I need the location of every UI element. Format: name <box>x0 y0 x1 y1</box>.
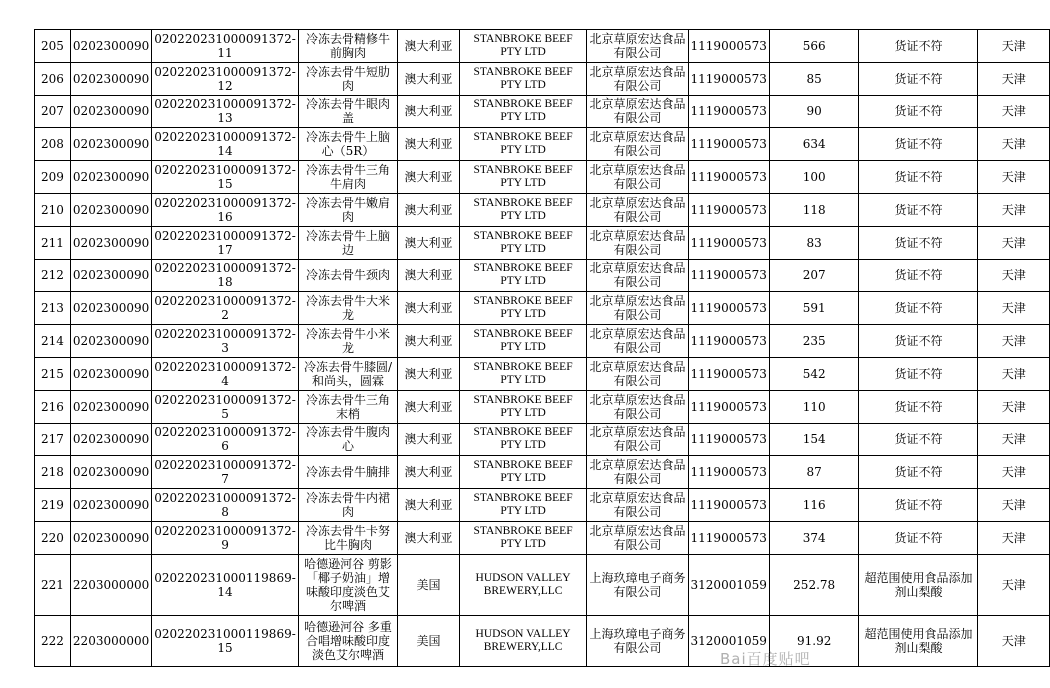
registration-number-cell: 1119000573 <box>688 62 769 95</box>
producer-cell: STANBROKE BEEF PTY LTD <box>459 193 587 226</box>
producer-cell: HUDSON VALLEY BREWERY,LLC <box>459 554 587 615</box>
origin-country-cell: 澳大利亚 <box>398 259 460 292</box>
table-row <box>35 30 1050 63</box>
weight-cell: 374 <box>769 521 859 554</box>
origin-country-cell: 澳大利亚 <box>398 128 460 161</box>
importer-cell: 上海玖璋电子商务有限公司 <box>587 615 688 666</box>
reason-cell: 货证不符 <box>859 325 978 358</box>
declaration-number-cell: 020220231000091372-11 <box>152 30 298 63</box>
product-name-cell: 冷冻去骨牛短肋肉 <box>298 62 397 95</box>
table-row <box>35 554 1050 615</box>
registration-number-cell: 1119000573 <box>688 489 769 522</box>
producer-cell: STANBROKE BEEF PTY LTD <box>459 95 587 128</box>
product-name-cell: 冷冻去骨牛上脑心（5R） <box>298 128 397 161</box>
hs-code-cell: 0202300090 <box>70 423 151 456</box>
port-cell: 天津 <box>978 325 1050 358</box>
importer-cell: 北京草原宏达食品有限公司 <box>587 423 688 456</box>
producer-cell: STANBROKE BEEF PTY LTD <box>459 456 587 489</box>
importer-cell: 北京草原宏达食品有限公司 <box>587 357 688 390</box>
port-cell: 天津 <box>978 456 1050 489</box>
origin-country-cell: 澳大利亚 <box>398 161 460 194</box>
table-row <box>35 292 1050 325</box>
reason-cell: 货证不符 <box>859 193 978 226</box>
declaration-number-cell: 020220231000091372-13 <box>152 95 298 128</box>
watermark-text: Bai百度贴吧 <box>720 650 811 668</box>
registration-number-cell: 1119000573 <box>688 161 769 194</box>
registration-number-cell: 1119000573 <box>688 259 769 292</box>
weight-cell: 207 <box>769 259 859 292</box>
port-cell: 天津 <box>978 357 1050 390</box>
origin-country-cell: 澳大利亚 <box>398 521 460 554</box>
origin-country-cell: 澳大利亚 <box>398 357 460 390</box>
weight-cell: 542 <box>769 357 859 390</box>
product-name-cell: 冷冻去骨牛嫩肩肉 <box>298 193 397 226</box>
product-name-cell: 冷冻去骨牛腹肉心 <box>298 423 397 456</box>
hs-code-cell: 0202300090 <box>70 357 151 390</box>
importer-cell: 北京草原宏达食品有限公司 <box>587 259 688 292</box>
weight-cell: 235 <box>769 325 859 358</box>
product-name-cell: 冷冻去骨牛眼肉盖 <box>298 95 397 128</box>
table-row <box>35 390 1050 423</box>
product-name-cell: 冷冻去骨牛上脑边 <box>298 226 397 259</box>
port-cell: 天津 <box>978 30 1050 63</box>
declaration-number-cell: 020220231000091372-14 <box>152 128 298 161</box>
reason-cell: 货证不符 <box>859 95 978 128</box>
table-row <box>35 161 1050 194</box>
producer-cell: STANBROKE BEEF PTY LTD <box>459 161 587 194</box>
reason-cell: 货证不符 <box>859 30 978 63</box>
reason-cell: 货证不符 <box>859 292 978 325</box>
inspection-table <box>34 29 1050 667</box>
seq-cell: 207 <box>35 95 71 128</box>
importer-cell: 北京草原宏达食品有限公司 <box>587 161 688 194</box>
registration-number-cell: 1119000573 <box>688 30 769 63</box>
reason-cell: 货证不符 <box>859 357 978 390</box>
importer-cell: 北京草原宏达食品有限公司 <box>587 489 688 522</box>
reason-cell: 货证不符 <box>859 226 978 259</box>
product-name-cell: 哈德逊河谷 多重合唱增味酸印度淡色艾尔啤酒 <box>298 615 397 666</box>
origin-country-cell: 澳大利亚 <box>398 390 460 423</box>
registration-number-cell: 1119000573 <box>688 292 769 325</box>
seq-cell: 219 <box>35 489 71 522</box>
seq-cell: 217 <box>35 423 71 456</box>
importer-cell: 北京草原宏达食品有限公司 <box>587 128 688 161</box>
producer-cell: STANBROKE BEEF PTY LTD <box>459 292 587 325</box>
table-row <box>35 62 1050 95</box>
weight-cell: 110 <box>769 390 859 423</box>
reason-cell: 货证不符 <box>859 423 978 456</box>
registration-number-cell: 1119000573 <box>688 193 769 226</box>
reason-cell: 货证不符 <box>859 62 978 95</box>
declaration-number-cell: 020220231000091372-18 <box>152 259 298 292</box>
registration-number-cell: 1119000573 <box>688 128 769 161</box>
declaration-number-cell: 020220231000091372-3 <box>152 325 298 358</box>
producer-cell: STANBROKE BEEF PTY LTD <box>459 489 587 522</box>
seq-cell: 221 <box>35 554 71 615</box>
table-row <box>35 193 1050 226</box>
seq-cell: 218 <box>35 456 71 489</box>
declaration-number-cell: 020220231000091372-8 <box>152 489 298 522</box>
origin-country-cell: 澳大利亚 <box>398 193 460 226</box>
hs-code-cell: 0202300090 <box>70 128 151 161</box>
table-row <box>35 226 1050 259</box>
hs-code-cell: 0202300090 <box>70 325 151 358</box>
reason-cell: 货证不符 <box>859 390 978 423</box>
hs-code-cell: 0202300090 <box>70 95 151 128</box>
product-name-cell: 冷冻去骨牛大米龙 <box>298 292 397 325</box>
table-row <box>35 325 1050 358</box>
origin-country-cell: 澳大利亚 <box>398 30 460 63</box>
hs-code-cell: 0202300090 <box>70 30 151 63</box>
importer-cell: 北京草原宏达食品有限公司 <box>587 95 688 128</box>
producer-cell: STANBROKE BEEF PTY LTD <box>459 128 587 161</box>
importer-cell: 北京草原宏达食品有限公司 <box>587 456 688 489</box>
producer-cell: STANBROKE BEEF PTY LTD <box>459 357 587 390</box>
importer-cell: 北京草原宏达食品有限公司 <box>587 193 688 226</box>
port-cell: 天津 <box>978 390 1050 423</box>
declaration-number-cell: 020220231000091372-5 <box>152 390 298 423</box>
seq-cell: 206 <box>35 62 71 95</box>
product-name-cell: 冷冻去骨牛颈肉 <box>298 259 397 292</box>
table-row <box>35 259 1050 292</box>
declaration-number-cell: 020220231000091372-17 <box>152 226 298 259</box>
importer-cell: 上海玖璋电子商务有限公司 <box>587 554 688 615</box>
product-name-cell: 冷冻去骨牛三角末梢 <box>298 390 397 423</box>
declaration-number-cell: 020220231000091372-7 <box>152 456 298 489</box>
hs-code-cell: 0202300090 <box>70 456 151 489</box>
importer-cell: 北京草原宏达食品有限公司 <box>587 30 688 63</box>
weight-cell: 100 <box>769 161 859 194</box>
product-name-cell: 冷冻去骨精修牛前胸肉 <box>298 30 397 63</box>
port-cell: 天津 <box>978 62 1050 95</box>
seq-cell: 220 <box>35 521 71 554</box>
table-row <box>35 489 1050 522</box>
port-cell: 天津 <box>978 615 1050 666</box>
port-cell: 天津 <box>978 554 1050 615</box>
reason-cell: 货证不符 <box>859 521 978 554</box>
weight-cell: 85 <box>769 62 859 95</box>
hs-code-cell: 0202300090 <box>70 161 151 194</box>
seq-cell: 208 <box>35 128 71 161</box>
registration-number-cell: 3120001059 <box>688 615 769 666</box>
importer-cell: 北京草原宏达食品有限公司 <box>587 292 688 325</box>
declaration-number-cell: 020220231000091372-6 <box>152 423 298 456</box>
origin-country-cell: 澳大利亚 <box>398 456 460 489</box>
declaration-number-cell: 020220231000091372-2 <box>152 292 298 325</box>
product-name-cell: 冷冻去骨牛腩排 <box>298 456 397 489</box>
declaration-number-cell: 020220231000091372-9 <box>152 521 298 554</box>
origin-country-cell: 美国 <box>398 554 460 615</box>
weight-cell: 634 <box>769 128 859 161</box>
port-cell: 天津 <box>978 292 1050 325</box>
port-cell: 天津 <box>978 521 1050 554</box>
registration-number-cell: 1119000573 <box>688 390 769 423</box>
producer-cell: STANBROKE BEEF PTY LTD <box>459 30 587 63</box>
product-name-cell: 冷冻去骨牛卡努比牛胸肉 <box>298 521 397 554</box>
hs-code-cell: 2203000000 <box>70 615 151 666</box>
product-name-cell: 冷冻去骨牛三角牛肩肉 <box>298 161 397 194</box>
importer-cell: 北京草原宏达食品有限公司 <box>587 226 688 259</box>
registration-number-cell: 1119000573 <box>688 357 769 390</box>
importer-cell: 北京草原宏达食品有限公司 <box>587 325 688 358</box>
reason-cell: 货证不符 <box>859 259 978 292</box>
hs-code-cell: 0202300090 <box>70 193 151 226</box>
registration-number-cell: 3120001059 <box>688 554 769 615</box>
seq-cell: 210 <box>35 193 71 226</box>
table-row <box>35 128 1050 161</box>
declaration-number-cell: 020220231000119869-14 <box>152 554 298 615</box>
hs-code-cell: 0202300090 <box>70 489 151 522</box>
port-cell: 天津 <box>978 489 1050 522</box>
producer-cell: STANBROKE BEEF PTY LTD <box>459 259 587 292</box>
port-cell: 天津 <box>978 193 1050 226</box>
producer-cell: STANBROKE BEEF PTY LTD <box>459 325 587 358</box>
reason-cell: 货证不符 <box>859 161 978 194</box>
reason-cell: 货证不符 <box>859 128 978 161</box>
importer-cell: 北京草原宏达食品有限公司 <box>587 390 688 423</box>
declaration-number-cell: 020220231000091372-16 <box>152 193 298 226</box>
port-cell: 天津 <box>978 423 1050 456</box>
seq-cell: 205 <box>35 30 71 63</box>
seq-cell: 215 <box>35 357 71 390</box>
table-row <box>35 95 1050 128</box>
hs-code-cell: 0202300090 <box>70 521 151 554</box>
producer-cell: STANBROKE BEEF PTY LTD <box>459 423 587 456</box>
origin-country-cell: 澳大利亚 <box>398 292 460 325</box>
producer-cell: STANBROKE BEEF PTY LTD <box>459 226 587 259</box>
declaration-number-cell: 020220231000091372-4 <box>152 357 298 390</box>
weight-cell: 118 <box>769 193 859 226</box>
declaration-number-cell: 020220231000119869-15 <box>152 615 298 666</box>
seq-cell: 209 <box>35 161 71 194</box>
importer-cell: 北京草原宏达食品有限公司 <box>587 62 688 95</box>
baidu-tieba-watermark <box>720 648 1040 680</box>
seq-cell: 212 <box>35 259 71 292</box>
seq-cell: 213 <box>35 292 71 325</box>
origin-country-cell: 澳大利亚 <box>398 489 460 522</box>
registration-number-cell: 1119000573 <box>688 325 769 358</box>
weight-cell: 116 <box>769 489 859 522</box>
registration-number-cell: 1119000573 <box>688 226 769 259</box>
declaration-number-cell: 020220231000091372-12 <box>152 62 298 95</box>
weight-cell: 83 <box>769 226 859 259</box>
weight-cell: 91.92 <box>769 615 859 666</box>
origin-country-cell: 美国 <box>398 615 460 666</box>
seq-cell: 216 <box>35 390 71 423</box>
declaration-number-cell: 020220231000091372-15 <box>152 161 298 194</box>
seq-cell: 214 <box>35 325 71 358</box>
origin-country-cell: 澳大利亚 <box>398 325 460 358</box>
origin-country-cell: 澳大利亚 <box>398 226 460 259</box>
producer-cell: STANBROKE BEEF PTY LTD <box>459 521 587 554</box>
product-name-cell: 冷冻去骨牛小米龙 <box>298 325 397 358</box>
inspection-table-wrapper <box>34 29 1050 667</box>
hs-code-cell: 0202300090 <box>70 292 151 325</box>
port-cell: 天津 <box>978 226 1050 259</box>
reason-cell: 超范围使用食品添加剂山梨酸 <box>859 615 978 666</box>
hs-code-cell: 0202300090 <box>70 62 151 95</box>
hs-code-cell: 2203000000 <box>70 554 151 615</box>
table-row <box>35 521 1050 554</box>
importer-cell: 北京草原宏达食品有限公司 <box>587 521 688 554</box>
seq-cell: 211 <box>35 226 71 259</box>
registration-number-cell: 1119000573 <box>688 456 769 489</box>
registration-number-cell: 1119000573 <box>688 423 769 456</box>
reason-cell: 货证不符 <box>859 489 978 522</box>
origin-country-cell: 澳大利亚 <box>398 95 460 128</box>
weight-cell: 90 <box>769 95 859 128</box>
table-row <box>35 423 1050 456</box>
seq-cell: 222 <box>35 615 71 666</box>
hs-code-cell: 0202300090 <box>70 390 151 423</box>
origin-country-cell: 澳大利亚 <box>398 62 460 95</box>
registration-number-cell: 1119000573 <box>688 521 769 554</box>
weight-cell: 87 <box>769 456 859 489</box>
port-cell: 天津 <box>978 259 1050 292</box>
port-cell: 天津 <box>978 128 1050 161</box>
reason-cell: 超范围使用食品添加剂山梨酸 <box>859 554 978 615</box>
port-cell: 天津 <box>978 95 1050 128</box>
producer-cell: STANBROKE BEEF PTY LTD <box>459 390 587 423</box>
weight-cell: 591 <box>769 292 859 325</box>
product-name-cell: 哈德逊河谷 剪影「椰子奶油」增味酸印度淡色艾尔啤酒 <box>298 554 397 615</box>
hs-code-cell: 0202300090 <box>70 226 151 259</box>
table-row <box>35 456 1050 489</box>
product-name-cell: 冷冻去骨牛膝圆/和尚头，圆霖 <box>298 357 397 390</box>
origin-country-cell: 澳大利亚 <box>398 423 460 456</box>
producer-cell: STANBROKE BEEF PTY LTD <box>459 62 587 95</box>
weight-cell: 154 <box>769 423 859 456</box>
product-name-cell: 冷冻去骨牛内裙肉 <box>298 489 397 522</box>
table-row <box>35 357 1050 390</box>
reason-cell: 货证不符 <box>859 456 978 489</box>
weight-cell: 252.78 <box>769 554 859 615</box>
registration-number-cell: 1119000573 <box>688 95 769 128</box>
producer-cell: HUDSON VALLEY BREWERY,LLC <box>459 615 587 666</box>
hs-code-cell: 0202300090 <box>70 259 151 292</box>
weight-cell: 566 <box>769 30 859 63</box>
port-cell: 天津 <box>978 161 1050 194</box>
